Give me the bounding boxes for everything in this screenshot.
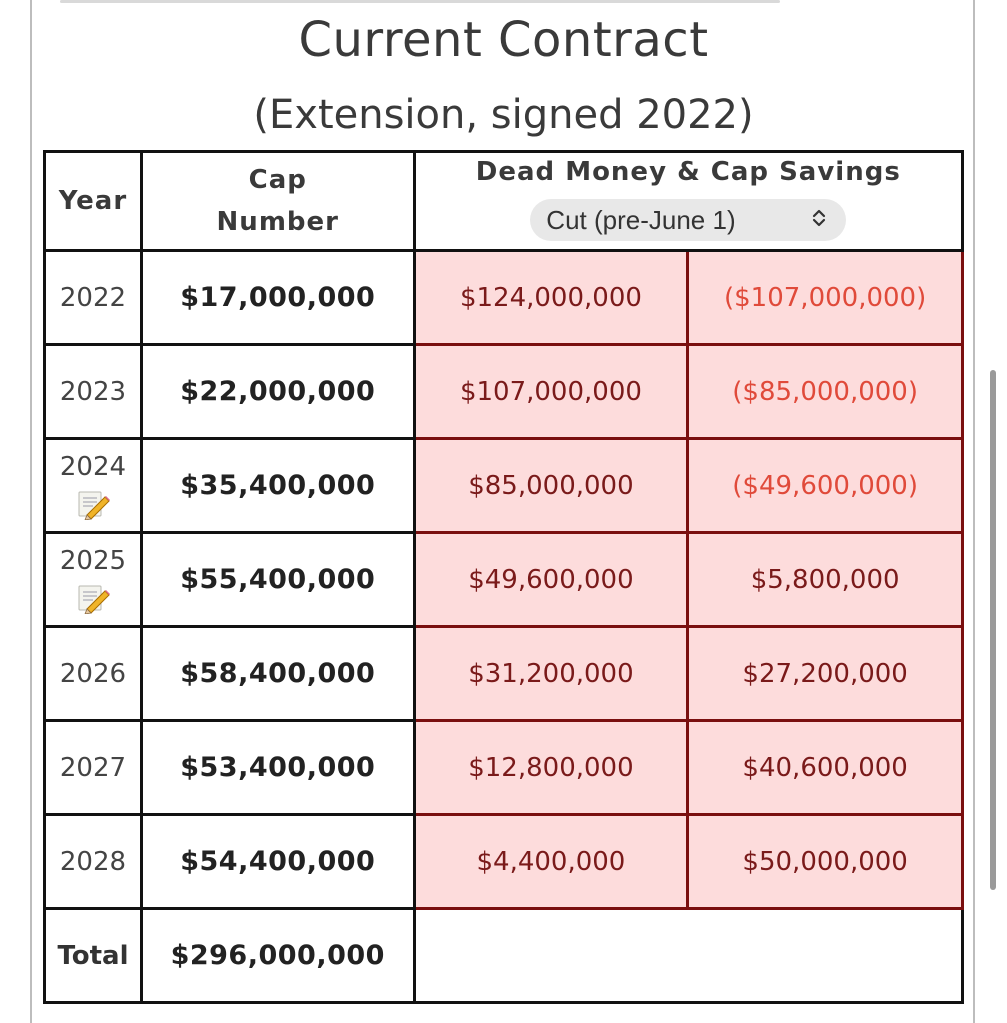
header-cap-number [141, 152, 414, 251]
table-header-row [45, 152, 963, 251]
row-year-label: 2026 [59, 658, 127, 689]
page-subtitle: (Extension, signed 2022) [253, 92, 754, 138]
row-dead-money: $85,000,000 [414, 439, 688, 533]
row-dead-money: $107,000,000 [414, 345, 688, 439]
header-year: Year [45, 152, 142, 251]
total-label: Total [45, 909, 142, 1003]
row-cap-number: $55,400,000 [141, 533, 414, 627]
scenario-select-value: Cut (pre-June 1) [546, 204, 736, 235]
row-dead-money: $49,600,000 [414, 533, 688, 627]
chevron-updown-icon [810, 207, 828, 233]
table-row [45, 439, 963, 533]
header-dead-money-label: Dead Money & Cap Savings [475, 157, 901, 187]
row-cap-savings: $40,600,000 [688, 721, 963, 815]
row-year-label: 2022 [59, 282, 127, 313]
row-cap-savings: $50,000,000 [688, 815, 963, 909]
row-year [45, 533, 142, 627]
total-empty-cell [414, 909, 962, 1003]
row-year-label: 2023 [59, 376, 127, 407]
header-dead-money [414, 152, 962, 251]
note-pencil-icon[interactable] [75, 582, 111, 614]
row-year-label: 2028 [59, 846, 127, 877]
row-year [45, 721, 142, 815]
scrollbar[interactable] [990, 370, 996, 890]
total-cap-number: $296,000,000 [141, 909, 414, 1003]
row-year-label: 2027 [59, 752, 127, 783]
row-cap-number: $54,400,000 [141, 815, 414, 909]
note-pencil-icon[interactable] [75, 488, 111, 520]
table-row [45, 533, 963, 627]
table-row [45, 815, 963, 909]
row-cap-savings: $5,800,000 [688, 533, 963, 627]
row-year [45, 439, 142, 533]
table-row [45, 721, 963, 815]
header-cap-line2: Number [216, 207, 339, 237]
frame-left-border [30, 0, 32, 1023]
row-cap-savings: ($49,600,000) [688, 439, 963, 533]
row-year-label: 2024 [59, 451, 127, 482]
table-row [45, 251, 963, 345]
row-year [45, 815, 142, 909]
row-dead-money: $31,200,000 [414, 627, 688, 721]
row-dead-money: $4,400,000 [414, 815, 688, 909]
row-year-label: 2025 [59, 545, 127, 576]
row-cap-number: $17,000,000 [141, 251, 414, 345]
row-year [45, 627, 142, 721]
row-year [45, 251, 142, 345]
row-cap-number: $35,400,000 [141, 439, 414, 533]
page-title: Current Contract [298, 12, 709, 68]
scenario-select[interactable] [530, 199, 846, 241]
row-cap-savings: ($85,000,000) [688, 345, 963, 439]
table-row [45, 345, 963, 439]
row-cap-number: $58,400,000 [141, 627, 414, 721]
row-year [45, 345, 142, 439]
table-row [45, 627, 963, 721]
header-cap-line1: Cap [248, 165, 307, 195]
row-cap-number: $53,400,000 [141, 721, 414, 815]
row-cap-savings: $27,200,000 [688, 627, 963, 721]
contract-table [43, 150, 964, 1004]
top-divider [60, 0, 780, 3]
row-cap-savings: ($107,000,000) [688, 251, 963, 345]
frame-right-border [973, 0, 975, 1023]
row-dead-money: $12,800,000 [414, 721, 688, 815]
row-dead-money: $124,000,000 [414, 251, 688, 345]
total-row [45, 909, 963, 1003]
row-cap-number: $22,000,000 [141, 345, 414, 439]
